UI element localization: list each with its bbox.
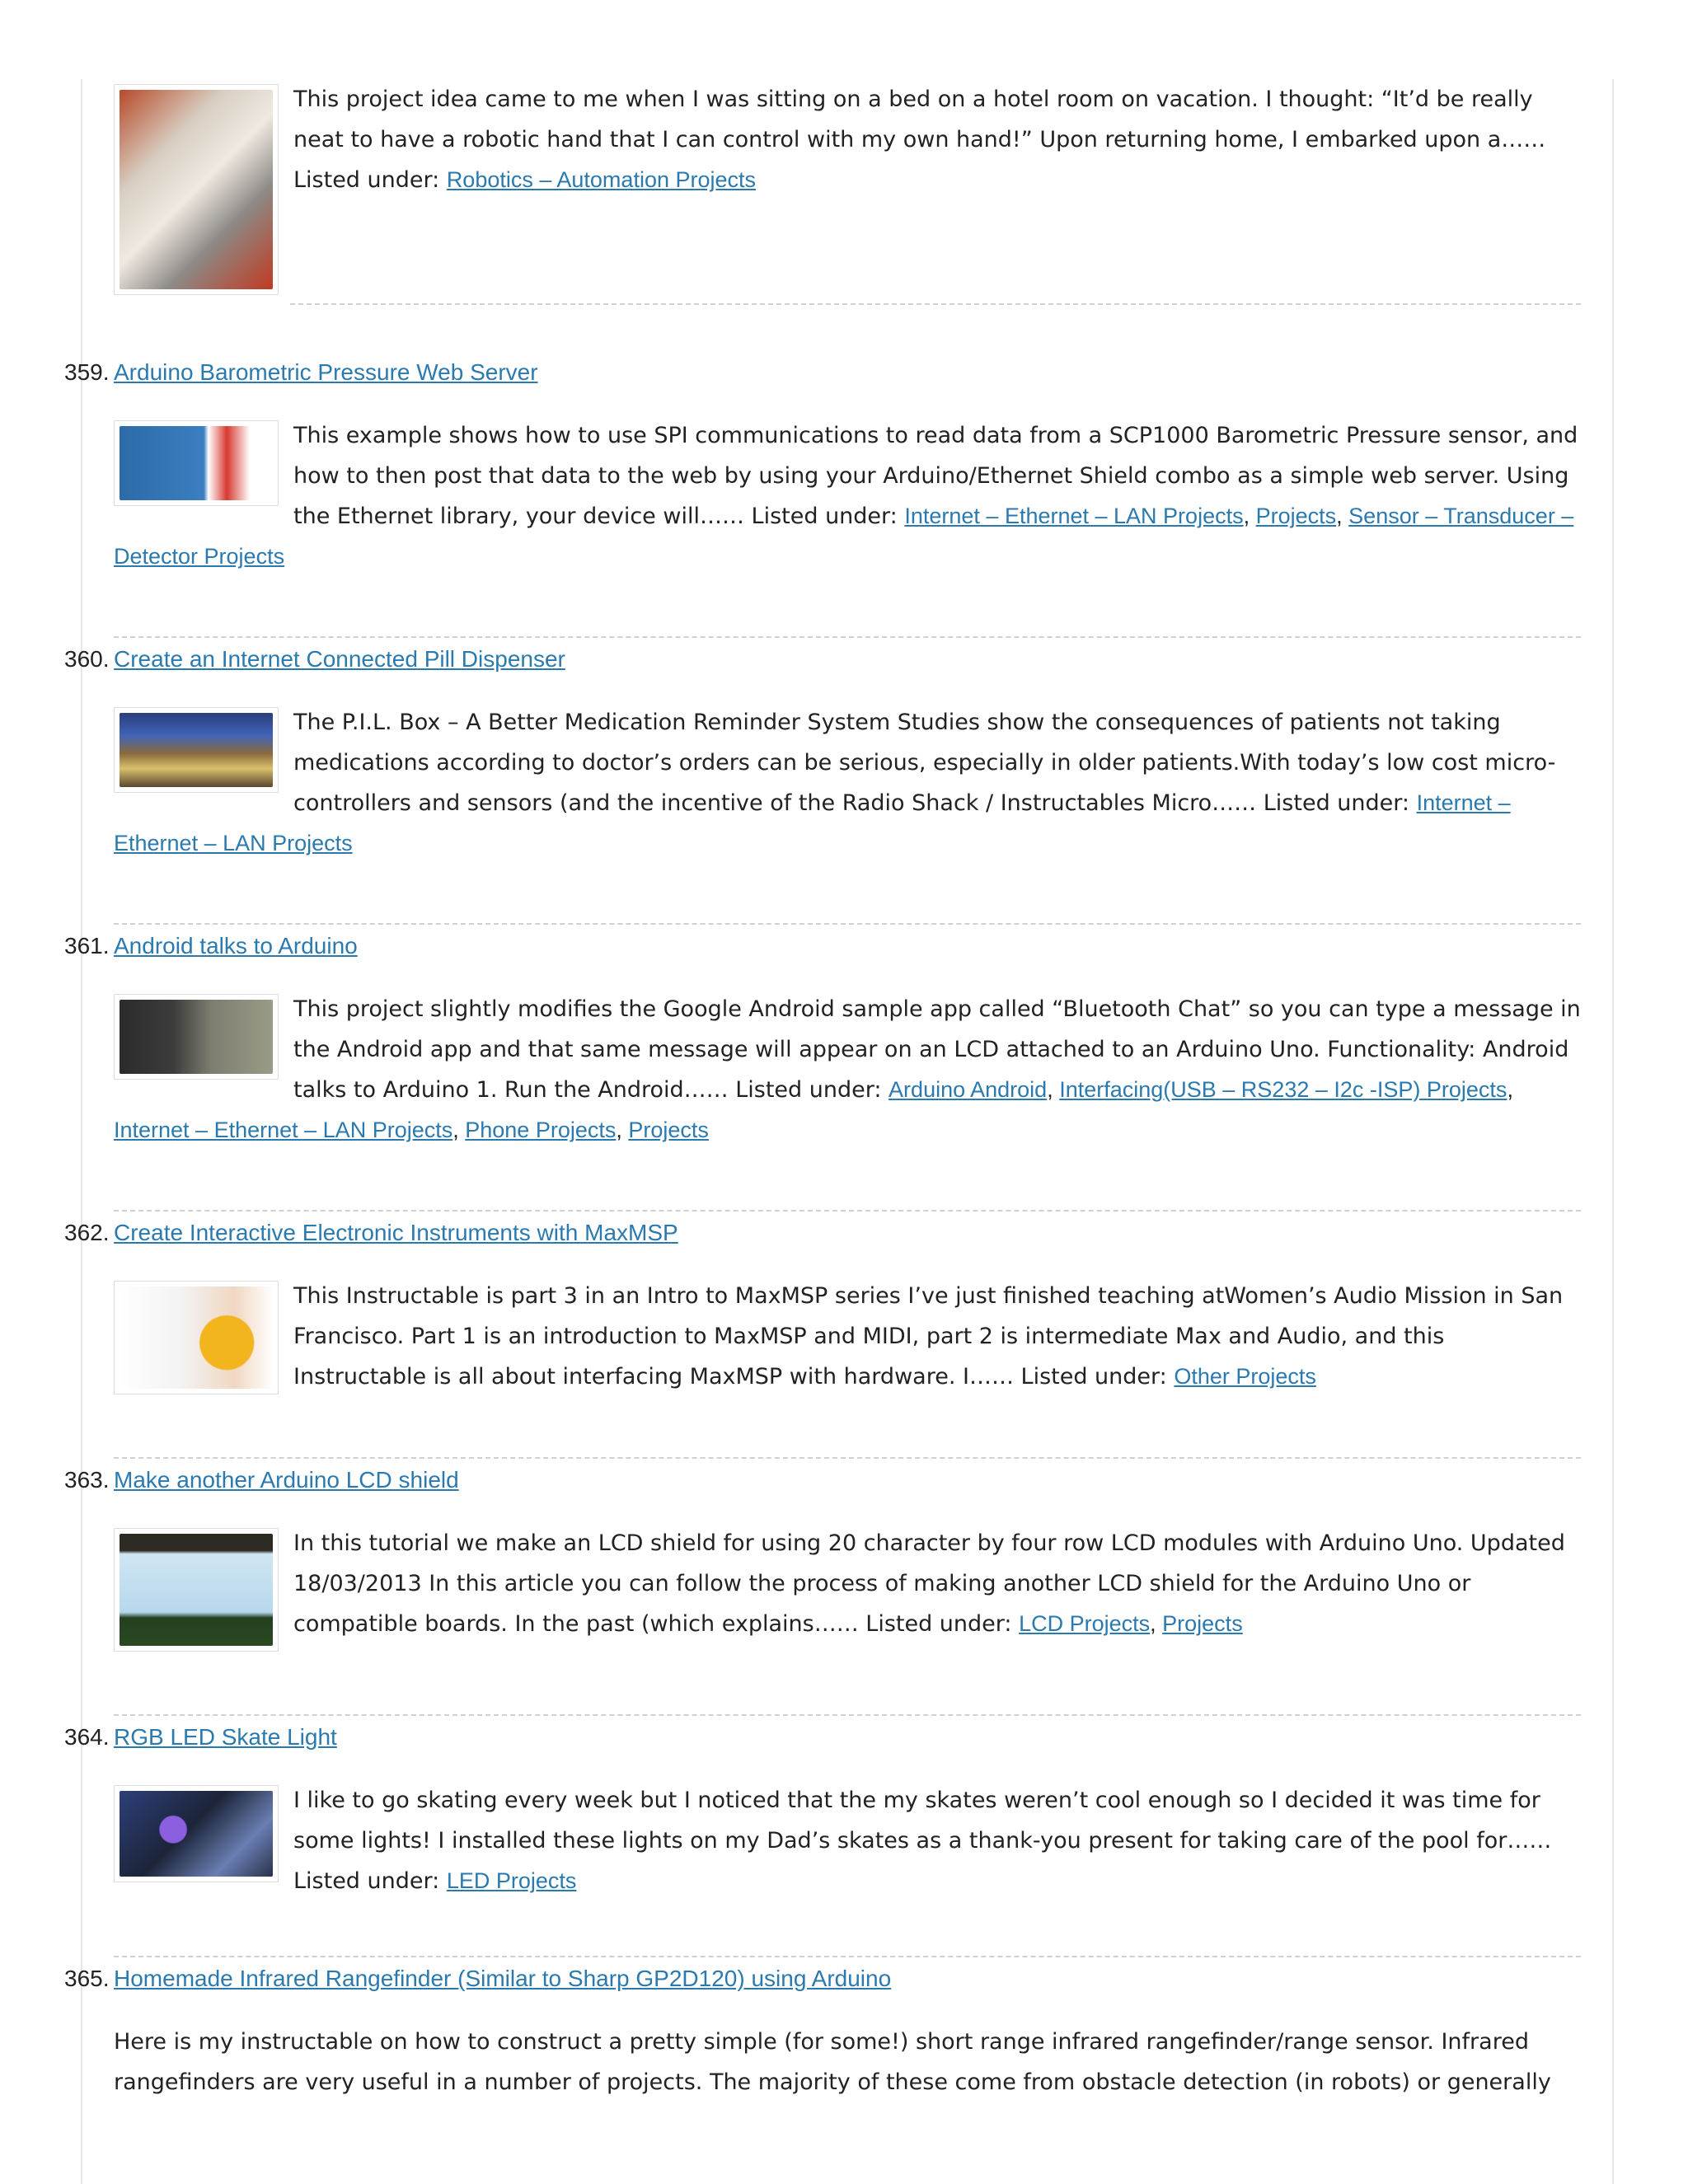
category-link[interactable]: Interfacing(USB – RS232 – I2c -ISP) Projects: [1059, 1077, 1507, 1102]
separator: [114, 636, 1581, 638]
list-item: [114, 79, 1581, 305]
separator: [114, 923, 1581, 925]
android-phone-thumbnail[interactable]: [114, 994, 279, 1080]
category-link[interactable]: Internet – Ethernet – LAN Projects: [114, 1118, 453, 1142]
category-link[interactable]: LED Projects: [446, 1868, 577, 1893]
entry-title-link[interactable]: RGB LED Skate Light: [114, 1724, 337, 1750]
project-list: [64, 79, 1581, 2102]
list-item: [64, 1961, 1581, 2102]
separator: [290, 303, 1581, 305]
entry-title-link[interactable]: Android talks to Arduino: [114, 933, 358, 958]
category-link[interactable]: Phone Projects: [465, 1118, 617, 1142]
entry-description: This example shows how to use SPI communications to read data from a SCP1000 Barometric Pressure sensor, and how to then post that data to the web by using your Arduino/Ethernet Shield combo as a simple web server. Using the Ethernet library, your device will…… Listed under:: [293, 423, 1578, 529]
entry-number: 364.: [64, 1724, 110, 1750]
lcd-shield-thumbnail[interactable]: [114, 1528, 279, 1652]
entry-number: 361.: [64, 933, 110, 958]
category-link[interactable]: LCD Projects: [1019, 1611, 1151, 1636]
entry-number: 363.: [64, 1467, 110, 1493]
entry-description: I like to go skating every week but I noticed that the my skates weren’t cool enough so I decided it was time for some lights! I installed these lights on my Dad’s skates as a thank-you present for taking care of the pool for…… Listed under:: [293, 1788, 1552, 1894]
list-item: 361. Android talks to Arduino This project slightly modifies the Google Android sample app called “Bluetooth Chat” so you can type a message in the Android app and that same message will appear on an LCD attached to an Arduino Uno. Functionality: Android talks to Arduino 1. Run the Android…… Listed under: Arduino Android, Interfacing(USB – RS232 – I2c -ISP) Projects, Internet – Ethernet – LAN Projects, Phone Projects, Projects: [114, 928, 1581, 1212]
category-link[interactable]: Projects: [628, 1118, 709, 1142]
entry-number: 359.: [64, 359, 110, 385]
entry-number: 365.: [64, 1966, 110, 1991]
list-item: 363. Make another Arduino LCD shield In this tutorial we make an LCD shield for using 20 character by four row LCD modules with Arduino Uno. Updated 18/03/2013 In this article you can follow the process of making another LCD shield for the Arduino Uno or compatible boards. In the past (which explains…… Listed under: LCD Projects, Projects: [114, 1462, 1581, 1716]
entry-title-link[interactable]: Create Interactive Electronic Instruments with MaxMSP: [114, 1220, 678, 1245]
category-link[interactable]: Arduino Android: [889, 1077, 1048, 1102]
category-link[interactable]: Internet – Ethernet – LAN Projects: [114, 790, 1511, 855]
entry-title-link[interactable]: Create an Internet Connected Pill Dispenser: [114, 646, 565, 672]
skate-light-thumbnail[interactable]: [114, 1785, 279, 1882]
entry-description: This project slightly modifies the Google Android sample app called “Bluetooth Chat” so you can type a message in the Android app and that same message will appear on an LCD attached to an Arduino Uno. Functionality: Android talks to Arduino 1. Run the Android…… Listed under:: [293, 996, 1581, 1103]
list-item: [64, 1215, 1581, 1459]
separator: [114, 1956, 1581, 1957]
list-item: 359. Arduino Barometric Pressure Web Server This example shows how to use SPI communications to read data from a SCP1000 Barometric Pressure sensor, and how to then post that data to the web by using your Arduino/Ethernet Shield combo as a simple web server. Using the Ethernet library, your device will…… Listed under: Internet – Ethernet – LAN Projects, Projects, Sensor – Transducer – Detector Projects: [114, 354, 1581, 638]
entry-title-link[interactable]: Make another Arduino LCD shield: [114, 1467, 459, 1493]
category-link[interactable]: Internet – Ethernet – LAN Projects: [904, 504, 1244, 528]
entry-number: 360.: [64, 646, 110, 672]
category-link[interactable]: Projects: [1255, 504, 1337, 528]
separator: [114, 1714, 1581, 1716]
separator: [114, 1210, 1581, 1212]
category-link[interactable]: Projects: [1162, 1611, 1243, 1636]
category-link[interactable]: Robotics – Automation Projects: [446, 167, 757, 192]
pill-dispenser-thumbnail[interactable]: [114, 707, 279, 793]
robotic-hand-thumbnail[interactable]: [114, 84, 279, 295]
category-link[interactable]: Sensor – Transducer – Detector Projects: [114, 504, 1574, 569]
list-item: [64, 641, 1581, 925]
entry-title-link[interactable]: Homemade Infrared Rangefinder (Similar to Sharp GP2D120) using Arduino: [114, 1966, 892, 1991]
entry-number: 362.: [64, 1220, 110, 1245]
list-item: [64, 1719, 1581, 1957]
entry-title-link[interactable]: Arduino Barometric Pressure Web Server: [114, 359, 538, 385]
entry-description: This project idea came to me when I was sitting on a bed on a hotel room on vacation. I thought: “It’d be really neat to have a robotic hand that I can control with my own hand!” Upon returning home, I embarked upon a…… Listed under:: [293, 87, 1546, 193]
entry-description: This Instructable is part 3 in an Intro to MaxMSP series I’ve just finished teaching atWomen’s Audio Mission in San Francisco. Part 1 is an introduction to MaxMSP and MIDI, part 2 is intermediate Max and Audio, and this Instructable is all about interfacing MaxMSP with hardware. I…… Listed under:: [293, 1283, 1564, 1390]
entry-description: Here is my instructable on how to construct a pretty simple (for some!) short range infrared rangefinder/range sensor. Infrared rangefinders are very useful in a number of projects. The majority of these come from obstacle detection (in robots) or generally: [114, 2029, 1551, 2095]
lemon-instrument-thumbnail[interactable]: [114, 1281, 279, 1394]
arduino-board-thumbnail[interactable]: [114, 420, 279, 506]
entry-description: In this tutorial we make an LCD shield for using 20 character by four row LCD modules with Arduino Uno. Updated 18/03/2013 In this article you can follow the process of making another LCD shield for the Arduino Uno or compatible boards. In the past (which explains…… Listed under:: [293, 1530, 1565, 1637]
category-link[interactable]: Other Projects: [1174, 1364, 1316, 1389]
separator: [114, 1457, 1581, 1459]
entry-description: The P.I.L. Box – A Better Medication Reminder System Studies show the consequences of patients not taking medications according to doctor’s orders can be serious, especially in older patients.With today’s low cost micro-controllers and sensors (and the incentive of the Radio Shack / Instructables Micro…… Listed under:: [293, 710, 1556, 816]
